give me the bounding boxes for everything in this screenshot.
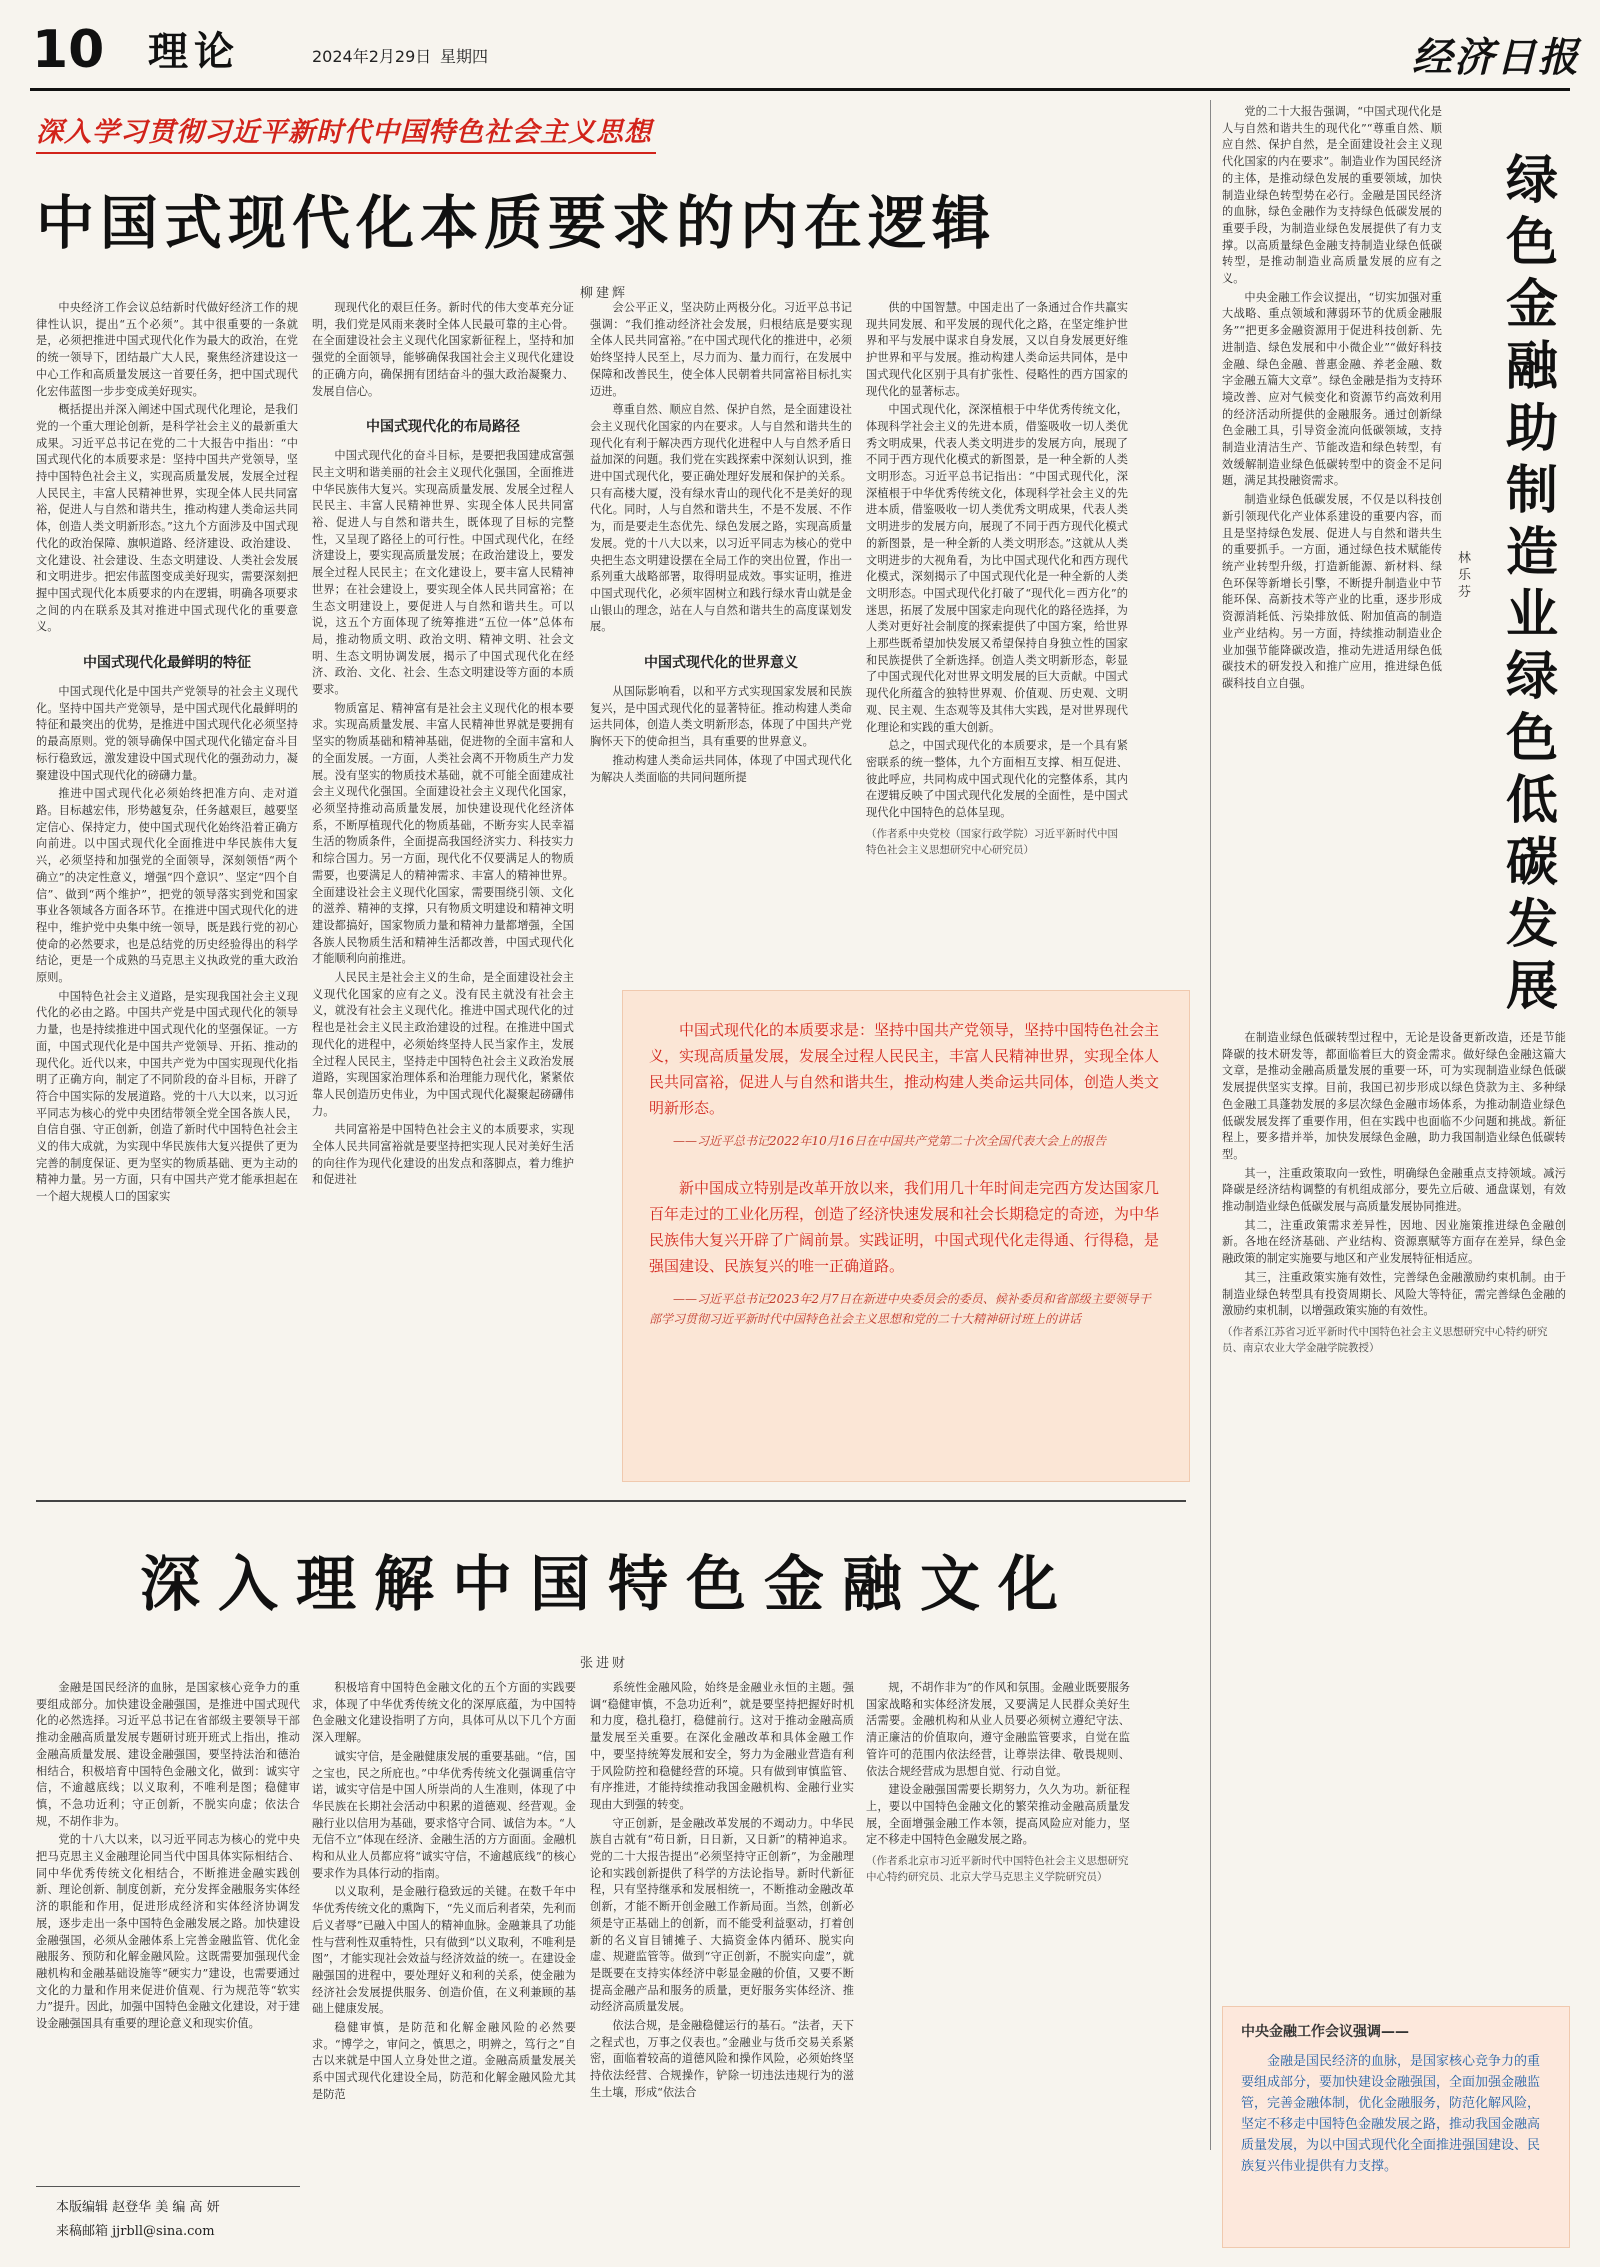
finance-quote-box <box>1222 2006 1570 2248</box>
article2-column-4 <box>866 1680 1130 1980</box>
article1-para: 供的中国智慧。中国走出了一条通过合作共赢实现共同发展、和平发展的现代化之路，在坚定维护世界和平与发展中谋求自身发展，又以自身发展更好维护世界和平与发展。推动构建人类命运共同体，是中国式现代化区别于具有扩张性、侵略性的西方国家的现代化的显著标志。 <box>866 301 1128 398</box>
article2-para: 稳健审慎，是防范和化解金融风险的必然要求。“博学之，审问之，慎思之，明辨之，笃行之”自古以来就是中国人立身处世之道。金融高质量发展关系中国式现代化建设全局，防范和化解金融风险尤其是防范 <box>312 2021 576 2101</box>
article2-para: 以义取利，是金融行稳致远的关键。在数千年中华优秀传统文化的熏陶下，“先义而后利者荣，先利而后义者辱”已融入中国人的精神血脉。金融兼具了功能性与营利性双重特性，只有做到“以义取利，不唯利是图”，才能实现社会效益与经济效益的统一。在建设金融强国的进程中，要处理好义和利的关系，使金融为经济社会发展提供服务、创造价值，在义利兼顾的基础上健康发展。 <box>312 1885 576 2016</box>
issue-date: 2024年2月29日 <box>312 47 432 66</box>
article1-author: 柳建辉 <box>580 286 629 301</box>
article1-column-1 <box>36 300 298 1470</box>
article1-para: 推进中国式现代化必须始终把准方向、走对道路。目标越宏伟，形势越复杂，任务越艰巨，越要坚定信心、保持定力，使中国式现代化始终沿着正确方向前进。以中国式现代化全面推进中华民族伟大复兴，必须坚持和加强党的全面领导，深刻领悟“两个确立”的决定性意义，增强“四个意识”、坚定“四个自信”、做到“两个维护”，把党的领导落实到党和国家事业各领域各方面各环节。在推进中国式现代化的进程中，维护党中央集中统一领导，既是践行党的初心使命的必然要求，也是总结党的历史经验得出的科学结论，更是一个成熟的马克思主义执政党的重大政治原则。 <box>36 787 298 985</box>
sidebar-para: 在制造业绿色低碳转型过程中，无论是设备更新改造，还是节能降碳的技术研发等，都面临着巨大的资金需求。做好绿色金融这篇大文章，是推动金融高质量发展的重要一环，可为实现制造业绿色低碳发展提供坚实支撑。目前，我国已初步形成以绿色贷款为主、多种绿色金融工具蓬勃发展的多层次绿色金融市场体系，为推动制造业绿色低碳发展发挥了重要作用，但在实践中也面临不少问题和挑战。新征程上，要多措并举，加快发展绿色金融，助力我国制造业绿色低碳转型。 <box>1222 1031 1566 1161</box>
sidebar-title: 绿色金融助制造业绿色低碳发展 <box>1505 151 1558 1017</box>
article1-subheading: 中国式现代化最鲜明的特征 <box>83 655 251 672</box>
article1-para: 中国式现代化的奋斗目标，是要把我国建成富强民主文明和谐美丽的社会主义现代化强国，全面推进中华民族伟大复兴。实现高质量发展、发展全过程人民民主、丰富人民精神世界、实现全体人民共同富裕、促进人与自然和谐共生，既体现了目标的完整性，又呈现了路径上的可行性。中国式现代化，在经济建设上，要实现高质量发展；在政治建设上，要发展全过程人民民主；在文化建设上，要丰富人民精神世界；在社会建设上，要实现全体人民共同富裕；在生态文明建设上，要促进人与自然和谐共生。可以说，这五个方面体现了统筹推进“五位一体”总体布局，推动物质文明、政治文明、精神文明、社会文明、生态文明协调发展，揭示了中国式现代化在经济、政治、文化、社会、生态文明建设等方面的本质要求。 <box>312 449 574 697</box>
article1-para: 人民民主是社会主义的生命，是全面建设社会主义现代化国家的应有之义。没有民主就没有社会主义，就没有社会主义现代化。推进中国式现代化的过程也是社会主义民主政治建设的过程。在推进中国式现代化的进程中，必须始终坚持人民当家作主，发展全过程人民民主，坚持走中国特色社会主义政治发展道路，实现国家治理体系和治理能力现代化，紧紧依靠人民创造历史伟业，为中国式现代化凝聚起磅礴伟力。 <box>312 971 574 1118</box>
issue-weekday: 星期四 <box>440 47 489 66</box>
sidebar-column-top <box>1222 104 1442 1024</box>
article1-column-4 <box>866 300 1128 960</box>
sidebar-para: 制造业绿色低碳发展，不仅是以科技创新引领现代化产业体系建设的重要内容，而且是坚持绿色发展、促进人与自然和谐共生的重要抓手。一方面，通过绿色技术赋能传统产业转型升级，打造新能源、新材料、绿色环保等新增长引擎，不断提升制造业中节能环保、高新技术等产业的比重，逐步形成资源消耗低、污染排放低、附加值高的制造业产业结构。另一方面，持续推动制造业企业加强节能降碳改造，推动先进适用绿色低碳技术的研发投入和推广应用，推进绿色低碳科技自立自强。 <box>1222 493 1442 690</box>
section-title: 理论 <box>148 29 240 75</box>
page-number: 10 <box>32 20 105 80</box>
newspaper-logo: 经济日报 <box>1412 34 1580 81</box>
sidebar-author-note: （作者系江苏省习近平新时代中国特色社会主义思想研究中心特约研究员、南京农业大学金融学院教授） <box>1222 1325 1548 1354</box>
article1-column-2 <box>312 300 574 1470</box>
article2-para: 建设金融强国需要长期努力，久久为功。新征程上，要以中国特色金融文化的繁荣推动金融高质量发展，全面增强金融工作本领，提高风险应对能力，坚定不移走中国特色金融发展之路。 <box>866 1783 1130 1847</box>
article2-para: 规，不胡作非为”的作风和氛围。金融业既要服务国家战略和实体经济发展，又要满足人民群众美好生活需要。金融机构和从业人员要必须树立遵纪守法、清正廉洁的价值取向，遵守金融监管要求，自觉在监管许可的范围内依法经营，让尊崇法律、敬畏规则、依法合规经营成为思想自觉、行动自觉。 <box>866 1681 1130 1778</box>
article1-para: 概括提出并深入阐述中国式现代化理论，是我们党的一个重大理论创新，是科学社会主义的最新重大成果。习近平总书记在党的二十大报告中指出：“中国式现代化的本质要求是：坚持中国共产党领导，坚持中国特色社会主义，实现高质量发展，发展全过程人民民主，丰富人民精神世界，实现全体人民共同富裕，促进人与自然和谐共生，推动构建人类命运共同体，创造人类文明新形态。”这九个方面涉及中国式现代化的政治保障、旗帜道路、经济建设、政治建设、文化建设、社会建设、生态文明建设、人类社会发展和文明进步。把宏伟蓝图变成美好现实，需要深刻把握中国式现代化本质要求的内在逻辑，明确各项要求之间的内在联系及其对推进中国式现代化的重要意义。 <box>36 403 298 634</box>
article2-author-note: （作者系北京市习近平新时代中国特色社会主义思想研究中心特约研究员、北京大学马克思主义学院研究员） <box>866 1855 1129 1884</box>
article2-para: 金融是国民经济的血脉，是国家核心竞争力的重要组成部分。加快建设金融强国，是推进中国式现代化的必然选择。习近平总书记在省部级主要领导干部推动金融高质量发展专题研讨班开班式上指出，推动金融高质量发展、建设金融强国，要坚持法治和德治相结合，积极培育中国特色金融文化，做到：诚实守信，不逾越底线；以义取利，不唯利是图；稳健审慎，不急功近利；守正创新，不脱实向虚；依法合规，不胡作非为。 <box>36 1681 300 1828</box>
sidebar-column-bottom <box>1222 1030 1566 2030</box>
article1-para: 中国特色社会主义道路，是实现我国社会主义现代化的必由之路。中国共产党是中国式现代化的领导力量，也是持续推进中国式现代化的坚强保证。一方面，中国式现代化是中国共产党领导、开拓、推动的现代化。近代以来，中国共产党为中国实现现代化指明了正确方向，制定了不同阶段的奋斗目标，开辟了符合中国实际的发展道路。党的十八大以来，以习近平同志为核心的党中央团结带领全党全国各族人民，自信自强、守正创新，创造了新时代中国特色社会主义的伟大成就，为实现中华民族伟大复兴提供了更为完善的制度保证、更为坚实的物质基础、更为主动的精神力量。另一方面，只有中国共产党才能承担起在一个超大规模人口的国家实 <box>36 989 298 1204</box>
article2-para: 系统性金融风险，始终是金融业永恒的主题。强调“稳健审慎，不急功近利”，就是要坚持把握好时机和力度，稳扎稳打，稳健前行。这对于推动金融高质量发展至关重要。在深化金融改革和具体金融工作中，要坚持统筹发展和安全，努力为金融业营造有利于风险防控和稳健经营的环境。只有做到审慎监管、有序推进，才能持续推动我国金融机构、金融行业实现由大到强的转变。 <box>590 1681 854 1811</box>
article1-para: 共同富裕是中国特色社会主义的本质要求，实现全体人民共同富裕就是要坚持把实现人民对美好生活的向往作为现代化建设的出发点和落脚点，着力维护和促进社 <box>312 1123 574 1187</box>
masthead-rule <box>30 88 1570 91</box>
article2-title: 深入理解中国特色金融文化 <box>140 1550 1076 1620</box>
article1-para: 尊重自然、顺应自然、保护自然，是全面建设社会主义现代化国家的内在要求。人与自然和谐共生的现代化有利于解决西方现代化进程中人与自然矛盾日益加深的问题。我们党在实践探索中深刻认识到，推进中国式现代化，要正确处理好发展和保护的关系。只有高楼大厦，没有绿水青山的现代化不是美好的现代化。同时，人与自然和谐共生，不是不发展、不作为，而是要走生态优先、绿色发展之路，实现高质量发展。党的十八大以来，以习近平同志为核心的党中央把生态文明建设摆在全局工作的突出位置，作出一系列重大战略部署，取得明显成效。事实证明，推进中国式现代化，必须牢固树立和践行绿水青山就是金山银山的理念，站在人与自然和谐共生的高度谋划发展。 <box>590 403 852 634</box>
footer-editors: 本版编辑 赵登华 美 编 高 妍 <box>56 2200 220 2215</box>
quote1-source: ——习近平总书记2022年10月16日在中国共产党第二十次全国代表大会上的报告 <box>673 1134 1107 1148</box>
article1-para: 中国式现代化，深深植根于中华优秀传统文化，体现科学社会主义的先进本质，借鉴吸收一切人类优秀文明成果，代表人类文明进步的发展方向，展现了不同于西方现代化模式的新图景，是一种全新的人类文明形态。习近平总书记指出：“中国式现代化，深深植根于中华优秀传统文化，体现科学社会主义的先进本质，借鉴吸收一切人类优秀文明成果，代表人类文明进步的发展方向，展现了不同于西方现代化模式的新图景，是一种全新的人类文明形态。”这就从人类文明进步的大视角看，为比中国式现代化和西方现代化模式，深刻揭示了中国式现代化是一种全新的人类文明形态。中国式现代化打破了“现代化＝西方化”的迷思，拓展了发展中国家走向现代化的路径选择，为人类对更好社会制度的探索提供了中国方案，给世界上那些既希望加快发展又希望保持自身独立性的国家和民族提供了全新选择。创造人类文明新形态，彰显了中国式现代化对世界文明发展的巨大贡献。中国式现代化所蕴含的独特世界观、价值观、历史观、文明观、民主观、生态观等及其伟大实践，是对世界现代化理论和实践的重大创新。 <box>866 403 1128 734</box>
footer-rule <box>36 2186 300 2187</box>
quote2-text: 新中国成立特别是改革开放以来，我们用几十年时间走完西方发达国家几百年走过的工业化历程，创造了经济快速发展和社会长期稳定的奇迹，为中华民族伟大复兴开辟了广阔前景。实践证明，中国式现代化走得通、行得稳，是强国建设、民族复兴的唯一正确道路。 <box>649 1179 1160 1275</box>
article1-para: 中央经济工作会议总结新时代做好经济工作的规律性认识，提出“五个必须”。其中很重要的一条就是，必须把推进中国式现代化作为最大的政治，在党的统一领导下，团结最广大人民，聚焦经济建设这一中心工作和高质量发展这一首要任务，把中国式现代化宏伟蓝图一步步变成美好现实。 <box>36 301 298 398</box>
article1-title: 中国式现代化本质要求的内在逻辑 <box>36 189 997 257</box>
sidebar-para: 其三，注重政策实施有效性，完善绿色金融激励约束机制。由于制造业绿色转型具有投资周期长、风险大等特征，需完善绿色金融的激励约束机制，以增强政策实施的有效性。 <box>1222 1270 1566 1318</box>
article2-author: 张进财 <box>580 1656 629 1671</box>
sidebar-vertical-rule <box>1210 100 1211 2150</box>
sidebar-para: 党的二十大报告强调，“中国式现代化是人与自然和谐共生的现代化”“尊重自然、顺应自然、保护自然，是全面建设社会主义现代化国家的内在要求”。制造业作为国民经济的主体，是推动绿色发展的重要领域，加快制造业绿色转型势在必行。金融是国民经济的血脉，绿色金融作为支持绿色低碳发展的重要手段，为制造业绿色发展提供了有力支撑。以高质量绿色金融支持制造业绿色低碳转型，是推动制造业高质量发展的应有之义。 <box>1222 105 1442 286</box>
banner-rule <box>36 152 656 154</box>
sidebar-para: 其一，注重政策取向一致性，明确绿色金融重点支持领域。减污降碳是经济结构调整的有机组成部分，要先立后破、通盘谋划，有效推动制造业绿色低碳发展与高质量发展协同推进。 <box>1222 1166 1566 1214</box>
article1-para: 物质富足、精神富有是社会主义现代化的根本要求。实现高质量发展、丰富人民精神世界就是要拥有坚实的物质基础和精神基础，促进物的全面丰富和人的全面发展。一方面，人类社会离不开物质生产力发展。没有坚实的物质技术基础，就不可能全面建成社会主义现代化强国。全面建设社会主义现代化国家，必须坚持推动高质量发展，加快建设现代化经济体系，不断厚植现代化的物质基础，不断夯实人民幸福生活的物质条件，全面提高我国经济实力、科技实力和综合国力。另一方面，现代化不仅要满足人的物质需要，也要满足人的精神需求、丰富人的精神世界。全面建设社会主义现代化国家，需要围绕引领、文化的滋养、精神的支撑，只有物质文明建设和精神文明建设都搞好，国家物质力量和精神力量都增强，全国各族人民物质生活和精神生活都改善，中国式现代化才能顺利向前推进。 <box>312 701 574 966</box>
article1-subheading: 中国式现代化的世界意义 <box>644 655 798 672</box>
sidebar-author: 林乐芬 <box>1458 551 1472 600</box>
article1-para: 会公平正义，坚决防止两极分化。习近平总书记强调：“我们推动经济社会发展，归根结底是要实现全体人民共同富裕。”在中国式现代化的推进中，必须始终坚持人民至上，尽力而为、量力而行，在发展中保障和改善民生，使全体人民朝着共同富裕目标扎实迈进。 <box>590 301 852 398</box>
article2-column-1 <box>36 1680 300 2180</box>
quote2-source: ——习近平总书记2023年2月7日在新进中央委员会的委员、候补委员和省部级主要领导干部学习贯彻习近平新时代中国特色社会主义思想和党的二十大精神研讨班上的讲话 <box>649 1292 1151 1326</box>
article1-para: 总之，中国式现代化的本质要求，是一个具有紧密联系的统一整体，九个方面相互支撑、相互促进、彼此呼应，共同构成中国式现代化的完整体系，其内在逻辑反映了中国式现代化发展的全面性，是中国式现代化中国特色的总体呈现。 <box>866 739 1128 820</box>
article1-para: 中国式现代化是中国共产党领导的社会主义现代化。坚持中国共产党领导，是中国式现代化最鲜明的特征和最突出的优势，是推进中国式现代化必须坚持的最高原则。党的领导确保中国式现代化锚定奋斗目标行稳致远，激发建设中国式现代化的强劲动力，凝聚建设中国式现代化的磅礴力量。 <box>36 685 298 782</box>
article1-quote-box <box>622 990 1190 1482</box>
article1-para: 推动构建人类命运共同体，体现了中国式现代化为解决人类面临的共同问题所提 <box>590 753 852 784</box>
article1-column-3 <box>590 300 852 960</box>
article1-author-note: （作者系中央党校（国家行政学院）习近平新时代中国特色社会主义思想研究中心研究员） <box>866 827 1118 856</box>
finance-quote-text: 金融是国民经济的血脉，是国家核心竞争力的重要组成部分，要加快建设金融强国，全面加强金融监管，完善金融体制，优化金融服务，防范化解风险，坚定不移走中国特色金融发展之路，推动我国金融高质量发展，为以中国式现代化全面推进强国建设、民族复兴伟业提供有力支撑。 <box>1241 2054 1541 2174</box>
article2-para: 积极培育中国特色金融文化的五个方面的实践要求，体现了中华优秀传统文化的深厚底蕴，为中国特色金融文化建设指明了方向，具体可从以下几个方面深入理解。 <box>312 1681 576 1745</box>
article2-para: 党的十八大以来，以习近平同志为核心的党中央把马克思主义金融理论同当代中国具体实际相结合、同中华优秀传统文化相结合，不断推进金融实践创新、理论创新、制度创新，充分发挥金融服务实体经济的职能和作用，促进形成经济和实体经济协调发展，逐步走出一条中国特色金融发展之路。加快建设金融强国，必须从金融体系上完善金融监管、优化金融服务、预防和化解金融风险。这既需要加强现代金融机构和金融基础设施等“硬实力”建设，也需要通过文化的力量和作用来促进价值观、行为规范等“软实力”提升。因此，加强中国特色金融文化建设，对于建设金融强国具有重要的理论意义和现实价值。 <box>36 1833 300 2031</box>
article2-para: 依法合规，是金融稳健运行的基石。“法者，天下之程式也，万事之仪表也。”金融业与货币交易关系紧密，面临着较高的道德风险和操作风险，必须始终坚持依法经营、合规操作，铲除一切违法违规行为的滋生土壤，形成“依法合 <box>590 2019 854 2099</box>
sidebar-para: 其二，注重政策需求差异性，因地、因业施策推进绿色金融创新。各地在经济基础、产业结构、资源禀赋等方面存在差异，绿色金融政策的制定实施要与地区和产业发展特征相适应。 <box>1222 1218 1566 1266</box>
finance-quote-heading: 中央金融工作会议强调—— <box>1241 2024 1409 2040</box>
quote1-text: 中国式现代化的本质要求是：坚持中国共产党领导，坚持中国特色社会主义，实现高质量发展，发展全过程人民民主，丰富人民精神世界，实现全体人民共同富裕，促进人与自然和谐共生，推动构建人类命运共同体，创造人类文明新形态。 <box>649 1021 1160 1117</box>
article1-subheading: 中国式现代化的布局路径 <box>366 419 520 436</box>
article2-para: 诚实守信，是金融健康发展的重要基础。“信，国之宝也，民之所庇也。”中华优秀传统文化强调重信守诺，诚实守信是中国人所崇尚的人生准则，体现了中华民族在长期社会活动中积累的道德观、经营观。金融行业以信用为基础，要求恪守合同、诚信为本。“人无信不立”体现在经济、金融生活的方方面面。金融机构和从业人员都应将“诚实守信，不逾越底线”的核心要求作为具体行动的指南。 <box>312 1749 576 1880</box>
article2-column-3 <box>590 1680 854 2240</box>
section-divider <box>36 1500 1186 1502</box>
sidebar-para: 中央金融工作会议提出，“切实加强对重大战略、重点领域和薄弱环节的优质金融服务”“把更多金融资源用于促进科技创新、先进制造、绿色发展和中小微企业”“做好科技金融、绿色金融、普惠金融、养老金融、数字金融五篇大文章”。绿色金融是指为支持环境改善、应对气候变化和资源节约高效利用的经济活动所提供的金融服务。通过创新绿色金融工具，引导资金流向低碳领域，支持制造业清洁生产、节能改造和绿色转型，有效缓解制造业绿色低碳转型中的资金不足问题，满足其投融资需求。 <box>1222 290 1442 488</box>
article2-para: 守正创新，是金融改革发展的不竭动力。中华民族自古就有“苟日新，日日新，又日新”的精神追求。党的二十大报告提出“必须坚持守正创新”，为金融理论和实践创新提供了科学的方法论指导。新时代新征程，只有坚持继承和发展相统一，不断推动金融改革创新，才能不断开创金融工作新局面。当然，创新必须是守正基础上的创新，而不能受利益驱动，打着创新的名义盲目铺摊子、大搞资金体内循环、脱实向虚、规避监管等。做到“守正创新，不脱实向虚”，就是既要在支持实体经济中彰显金融的价值，又要不断提高金融产品和服务的质量，更好服务实体经济、推动经济高质量发展。 <box>590 1816 854 2014</box>
article1-para: 现现代化的艰巨任务。新时代的伟大变革充分证明，我们党是风雨来袭时全体人民最可靠的主心骨。在全面建设社会主义现代化国家新征程上，坚持和加强党的全面领导，能够确保我国社会主义现代化建设的正确方向，确保拥有团结奋斗的强大政治凝聚力、发展自信心。 <box>312 301 574 398</box>
article1-para: 从国际影响看，以和平方式实现国家发展和民族复兴，是中国式现代化的显著特征。推动构建人类命运共同体，创造人类文明新形态，体现了中国共产党胸怀天下的使命担当，具有重要的世界意义。 <box>590 685 852 749</box>
series-banner: 深入学习贯彻习近平新时代中国特色社会主义思想 <box>36 117 652 148</box>
footer-email: 来稿邮箱 jjrbll@sina.com <box>56 2224 215 2239</box>
article2-column-2 <box>312 1680 576 2240</box>
